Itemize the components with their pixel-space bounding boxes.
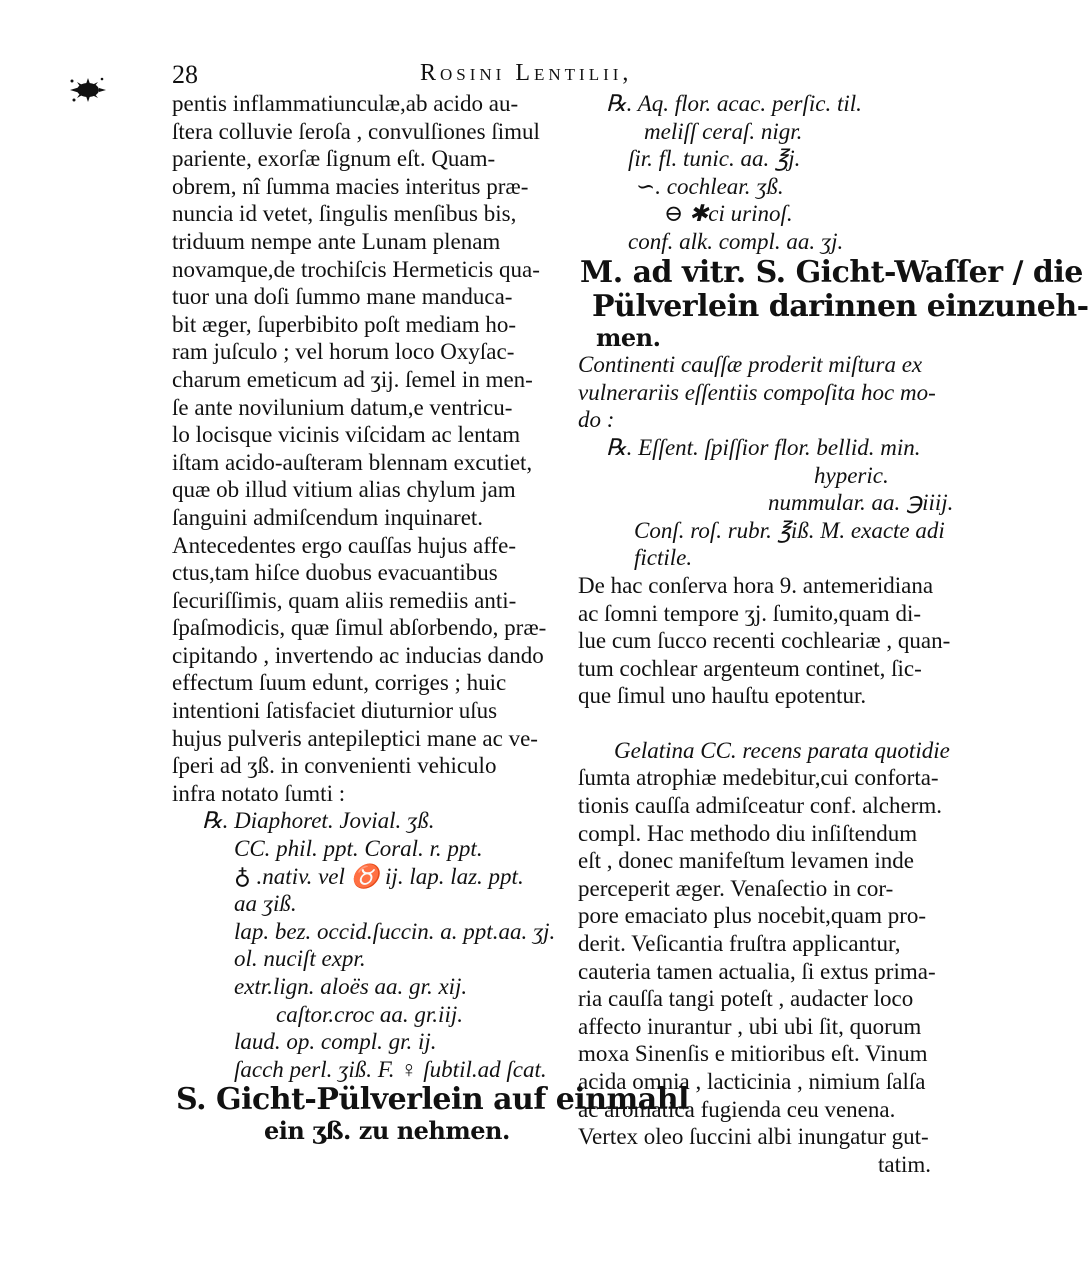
left-column-line: ſpaſmodicis, quæ ſimul abſorbendo, præ- — [172, 615, 547, 641]
left-column-line: iſtam acido-auſteram blennam excutiet, — [172, 449, 533, 475]
left-column-line: ♁ .nativ. vel ♉ ij. lap. laz. ppt. — [234, 863, 524, 889]
running-title: Rosini Lentilii, — [420, 60, 633, 86]
right-column-line: ſumta atrophiæ medebitur,cui conforta- — [578, 765, 939, 791]
left-column-line: ein ʒß. zu nehmen. — [264, 1116, 510, 1146]
left-column-line: novamque,de trochiſcis Hermeticis qua- — [172, 256, 540, 282]
right-column-line: acida omnia , lacticinia , nimium ſalſa — [578, 1069, 926, 1094]
right-column-line: meliſſ ceraſ. nigr. — [644, 118, 803, 144]
right-column-line: vulnerariis eſſentiis compoſita hoc mo- — [578, 379, 936, 405]
left-column-line: ſanguini admiſcendum inquinaret. — [172, 504, 484, 530]
left-column-line: ſperi ad ʒß. in convenienti vehiculo — [172, 753, 497, 779]
left-column-line: intentioni ſatisfaciet diuturnior uſus — [172, 698, 498, 724]
left-column-line: triduum nempe ante Lunam plenam — [172, 228, 501, 254]
left-column-line: ſe ante novilunium datum,e ventricu- — [172, 394, 513, 420]
right-column-line: Conſ. roſ. rubr. ℥iß. M. exacte adi — [634, 517, 945, 543]
right-column-line: hyperic. — [814, 462, 889, 488]
left-column-line: lo locisque vicinis viſcidam ac lentam — [172, 422, 521, 448]
right-column-line: derit. Veſicantia fruſtra applicantur, — [578, 931, 901, 957]
right-column-line: ac ſomni tempore ʒj. ſumito,quam di- — [578, 600, 922, 626]
left-column-line: infra notato ſumti : — [172, 780, 346, 806]
left-column-line: ſtera colluvie ſeroſa , convulſiones ſimul — [172, 118, 540, 144]
left-column-line: ſacch perl. ʒiß. F. ♀ ſubtil.ad ſcat. — [234, 1056, 547, 1082]
right-column-line: tionis cauſſa admiſceatur conf. alcherm. — [578, 793, 943, 819]
right-column-line: ∽. cochlear. ʒß. — [636, 173, 784, 199]
right-column-line: ⊖ ✱ci urinoſ. — [664, 201, 793, 227]
left-column-line: obrem, nî ſumma macies interitus præ- — [172, 173, 529, 199]
right-column-line: men. — [596, 322, 661, 352]
left-column-line: tuor una doſi ſummo mane manduca- — [172, 284, 513, 310]
left-column-line: effectum ſuum edunt, corriges ; huic — [172, 670, 507, 696]
right-column-line: compl. Hac methodo diu inſiſtendum — [578, 820, 918, 846]
right-column-line: moxa Sinenſis e mitioribus eſt. Vinum — [578, 1041, 928, 1067]
left-column-line: charum emeticum ad ʒij. ſemel in men- — [172, 366, 533, 392]
left-column-line: S. Gicht-Pülverlein auf einmahl — [176, 1082, 689, 1118]
right-column-line: Gelatina CC. recens parata quotidie — [614, 737, 950, 763]
right-column-line: ac aromatica fugienda ceu venena. — [578, 1096, 896, 1122]
left-column-line: ctus,tam hiſce duobus evacuantibus — [172, 560, 498, 586]
right-column-line: nummular. aa. ℈iiij. — [768, 490, 954, 516]
right-column-line: tatim. — [878, 1151, 932, 1177]
left-column-line: hujus pulveris antepileptici mane ac ve- — [172, 725, 538, 751]
left-column-line: ol. nuciſt expr. — [234, 946, 366, 972]
right-column-line: M. ad vitr. S. Gicht-Waſſer / die — [580, 254, 1083, 290]
right-column-line: ſir. fl. tunic. aa. ℥j. — [628, 146, 801, 172]
right-column-line: do : — [578, 407, 615, 433]
page-number: 28 — [172, 60, 198, 89]
right-column-line: Continenti cauſſæ proderit miſtura ex — [578, 352, 923, 378]
left-column-line: Antecedentes ergo cauſſas hujus affe- — [172, 532, 517, 558]
right-column — [578, 90, 1089, 1178]
left-column-line: aa ʒiß. — [234, 891, 297, 917]
right-column-line: cauteria tamen actualia, ſi extus prima- — [578, 958, 936, 984]
right-column-line: conf. alk. compl. aa. ʒj. — [628, 228, 844, 254]
left-column-line: caſtor.croc aa. gr.iij. — [276, 1001, 463, 1027]
left-column-line: CC. phil. ppt. Coral. r. ppt. — [234, 836, 483, 862]
left-column-line: bit æger, ſuperbibito poſt mediam ho- — [172, 311, 517, 337]
right-column-line: ria cauſſa tangi poteſt , audacter loco — [578, 986, 914, 1012]
right-column-line: affecto inurantur , ubi ubi ſit, quorum — [578, 1013, 922, 1039]
right-column-line: ℞. Eſſent. ſpiſſior flor. bellid. min. — [606, 434, 921, 460]
left-column-line: pentis inflammatiunculæ,ab acido au- — [172, 91, 519, 116]
right-column-line: De hac conſerva hora 9. antemeridiana — [578, 572, 934, 598]
right-column-line: tum cochlear argenteum continet, ſic- — [578, 655, 922, 681]
right-column-line: Pülverlein darinnen einzuneh- — [592, 288, 1089, 324]
left-column-line: ram juſculo ; vel horum loco Oxyſac- — [172, 339, 515, 365]
left-column-line: ℞. Diaphoret. Jovial. ʒß. — [202, 808, 435, 834]
left-column-line: lap. bez. occid.ſuccin. a. ppt.aa. ʒj. — [234, 918, 556, 944]
right-column-line: lue cum ſucco recenti cochleariæ , quan- — [578, 628, 951, 654]
right-column-line: pore emaciato plus nocebit,quam pro- — [578, 903, 927, 929]
left-column-line: quæ ob illud vitium alias chylum jam — [172, 477, 516, 503]
left-column-line: cipitando , invertendo ac inducias dando — [172, 642, 544, 668]
left-column-line: pariente, exorſæ ſignum eſt. Quam- — [172, 146, 496, 172]
right-column-line — [578, 710, 956, 737]
right-column-line: que ſimul uno hauſtu epotentur. — [578, 683, 867, 709]
page-header — [0, 60, 1000, 90]
left-column-line: nuncia id vetet, ſingulis menſibus bis, — [172, 201, 517, 227]
right-column-line: ℞. Aq. flor. acac. perſic. til. — [606, 91, 862, 116]
left-column-line: extr.lign. aloës aa. gr. xij. — [234, 974, 468, 999]
right-column-line: fictile. — [634, 545, 693, 571]
left-column-line: laud. op. compl. gr. ij. — [234, 1029, 437, 1055]
right-column-line: Vertex oleo ſuccini albi inungatur gut- — [578, 1124, 929, 1150]
right-column-line: perceperit æger. Venaſectio in cor- — [578, 875, 894, 901]
left-column-line: ſecuriſſimis, quam aliis remediis anti- — [172, 587, 517, 613]
right-column-line: eſt , donec manifeſtum levamen inde — [578, 848, 914, 874]
